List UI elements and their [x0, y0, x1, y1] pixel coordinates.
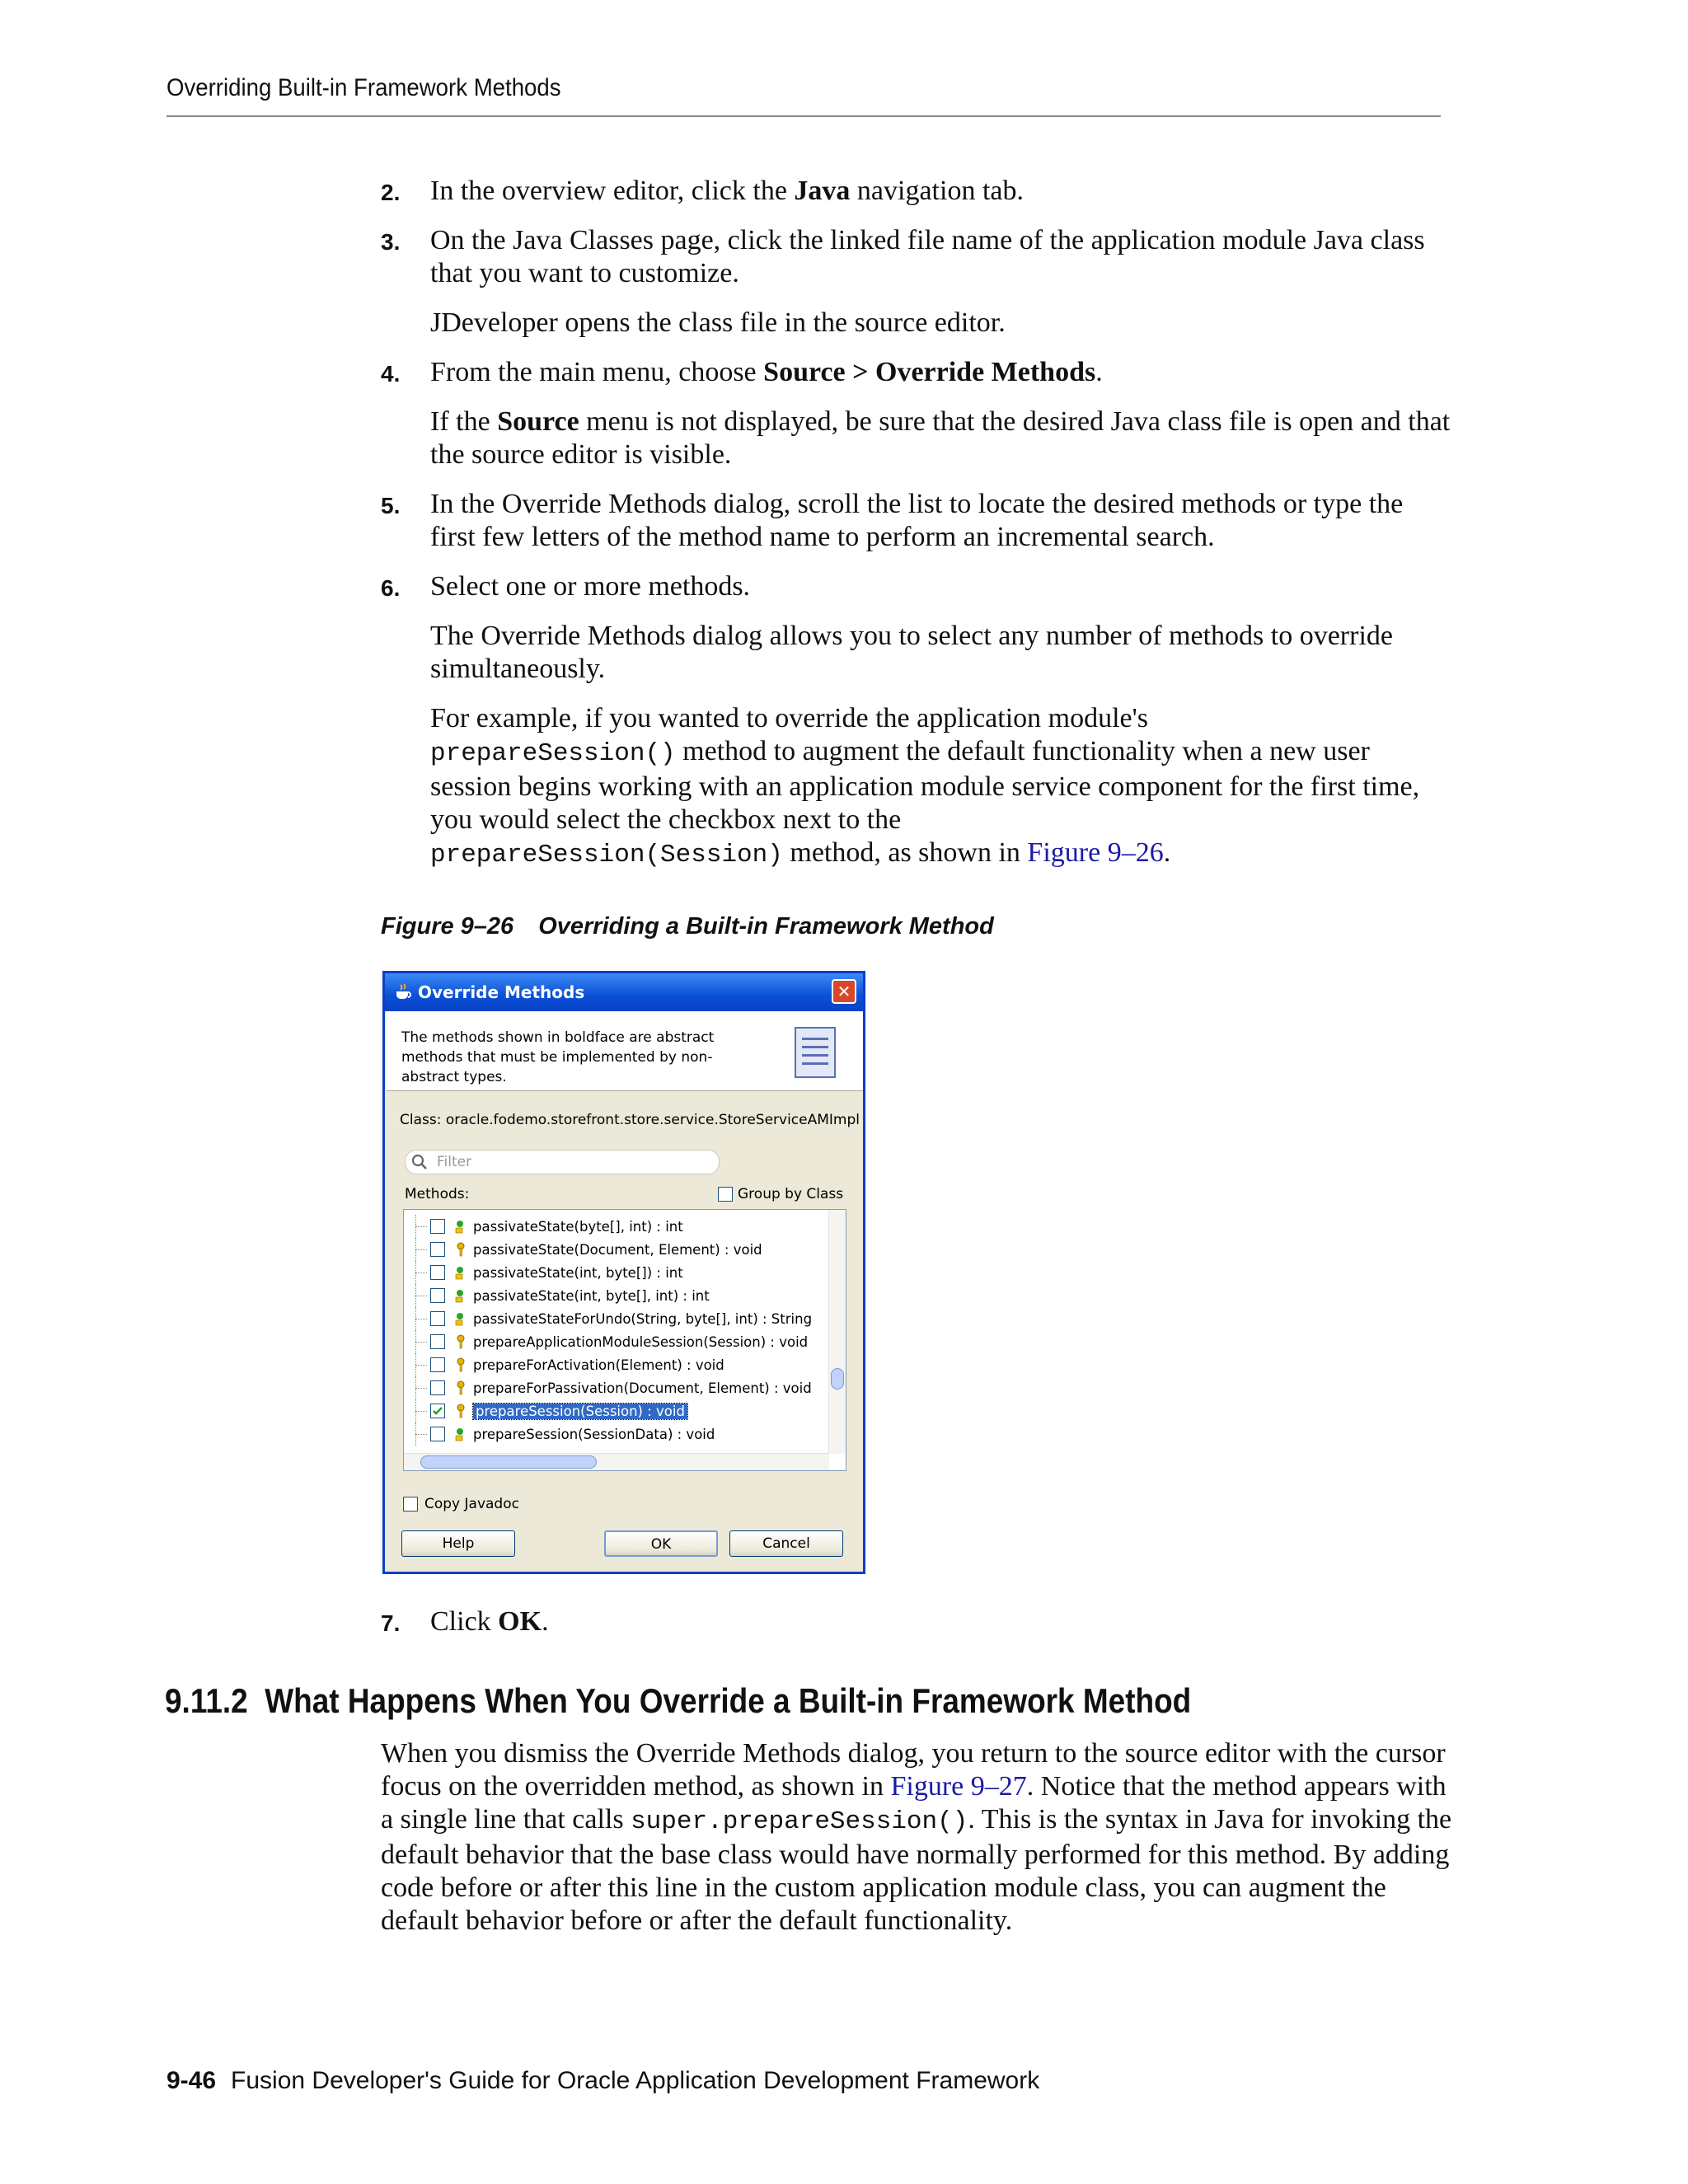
override-methods-dialog: [382, 971, 865, 1574]
method-row[interactable]: [404, 1261, 683, 1284]
step-4-text: From the main menu, choose Source > Override Methods.: [430, 357, 1103, 387]
search-icon: [410, 1153, 429, 1171]
group-by-class-checkbox[interactable]: [718, 1186, 843, 1202]
tree-connector: [404, 1238, 429, 1261]
method-checkbox[interactable]: [430, 1288, 445, 1303]
tree-connector: [404, 1422, 429, 1446]
method-row[interactable]: [404, 1238, 762, 1261]
method-label: prepareSession(SessionData) : void: [473, 1426, 715, 1442]
step-6-note: The Override Methods dialog allows you to select any number of methods to override simultaneously.: [430, 621, 1393, 684]
group-by-class-label: Group by Class: [738, 1186, 844, 1202]
tree-connector: [404, 1284, 429, 1307]
method-key-icon: [453, 1333, 468, 1350]
close-icon: ✕: [837, 982, 851, 1001]
step-2-text: In the overview editor, click the Java navigation tab.: [430, 176, 1024, 206]
tree-connector: [404, 1376, 429, 1399]
figure-9-27-link[interactable]: Figure 9–27: [890, 1771, 1027, 1802]
filter-placeholder: Filter: [437, 1154, 472, 1170]
method-label: passivateState(byte[], int) : int: [473, 1218, 683, 1235]
method-label: prepareForPassivation(Document, Element) : void: [473, 1380, 812, 1396]
check-icon: [431, 1404, 444, 1418]
method-checkbox[interactable]: [430, 1357, 445, 1372]
method-green-icon: [453, 1264, 468, 1281]
method-key-icon: [453, 1357, 468, 1373]
method-row[interactable]: [404, 1353, 724, 1376]
method-checkbox[interactable]: [430, 1311, 445, 1326]
method-row[interactable]: [404, 1307, 812, 1330]
method-label: passivateState(int, byte[], int) : int: [473, 1287, 710, 1304]
horizontal-scrollbar[interactable]: [404, 1453, 829, 1470]
method-checkbox[interactable]: [430, 1334, 445, 1349]
method-label: prepareApplicationModuleSession(Session) : void: [473, 1333, 809, 1350]
method-key-icon: [453, 1241, 468, 1258]
document-icon: [792, 1026, 838, 1079]
method-checkbox[interactable]: [430, 1404, 445, 1418]
tree-connector: [404, 1399, 429, 1422]
method-checkbox[interactable]: [430, 1242, 445, 1257]
copy-javadoc-label: Copy Javadoc: [424, 1496, 519, 1512]
section-heading: 9.11.2 What Happens When You Override a Built-in Framework Method: [165, 1681, 1192, 1720]
method-label: passivateStateForUndo(String, byte[], int) : String: [473, 1310, 813, 1327]
method-label: prepareForActivation(Element) : void: [473, 1357, 724, 1373]
method-checkbox[interactable]: [430, 1380, 445, 1395]
method-green-icon: [453, 1218, 468, 1235]
step-3-text: On the Java Classes page, click the linked file name of the application module Java class that you want to customize.: [430, 225, 1425, 288]
help-button[interactable]: Help: [401, 1530, 515, 1557]
step-number: 5.: [381, 493, 401, 518]
close-button[interactable]: [832, 979, 856, 1004]
cancel-button[interactable]: Cancel: [729, 1530, 843, 1557]
info-panel: [387, 1011, 863, 1091]
method-green-icon: [453, 1426, 468, 1442]
method-row[interactable]: [404, 1284, 710, 1307]
book-title: Fusion Developer's Guide for Oracle Application Development Framework: [231, 2067, 1040, 2094]
methods-label: Methods:: [405, 1186, 470, 1202]
step-number: 2.: [381, 180, 401, 205]
method-label: passivateState(int, byte[]) : int: [473, 1264, 683, 1281]
copy-javadoc-box[interactable]: [403, 1497, 418, 1511]
page-number: 9-46: [166, 2067, 217, 2094]
method-green-icon: [453, 1287, 468, 1304]
copy-javadoc-checkbox[interactable]: [403, 1496, 519, 1512]
dialog-titlebar[interactable]: [385, 973, 863, 1011]
method-label: passivateState(Document, Element) : void: [473, 1241, 762, 1258]
group-by-class-box[interactable]: [718, 1187, 733, 1202]
header-rule: [166, 115, 1441, 117]
ok-button[interactable]: OK: [604, 1530, 718, 1557]
step-5-text: In the Override Methods dialog, scroll the list to locate the desired methods or type the first few letters of the method name to perform an incremental search.: [430, 489, 1404, 552]
info-text: The methods shown in boldface are abstract methods that must be implemented by non-abstract types.: [401, 1029, 715, 1085]
method-row[interactable]: [404, 1376, 812, 1399]
step-4-note: If the Source menu is not displayed, be sure that the desired Java class file is open and that the source editor is visible.: [430, 406, 1451, 470]
method-key-icon: [453, 1403, 468, 1419]
method-row[interactable]: [404, 1330, 808, 1353]
step-7-text: Click OK.: [430, 1606, 549, 1637]
section-paragraph: When you dismiss the Override Methods dialog, you return to the source editor with the cursor focus on the overridden method, as shown in Figure 9–27. Notice that the method appears with a single line that calls super.prepareSession(). This is the syntax in Java for invoking the default behavior that the base class would have normally performed for this method. By adding code before or after this line in the custom application module class, you can augment the default behavior before or after the default functionality.: [381, 1738, 1452, 1936]
step-number: 7.: [381, 1610, 401, 1636]
dialog-title: Override Methods: [418, 982, 585, 1002]
method-key-icon: [453, 1380, 468, 1396]
method-checkbox[interactable]: [430, 1265, 445, 1280]
figure-caption: Figure 9–26 Overriding a Built-in Framework Method: [381, 913, 994, 940]
method-green-icon: [453, 1310, 468, 1327]
method-checkbox[interactable]: [430, 1219, 445, 1234]
tree-connector: [404, 1307, 429, 1330]
methods-list[interactable]: [403, 1209, 846, 1471]
tree-connector: [404, 1353, 429, 1376]
tree-connector: [404, 1330, 429, 1353]
page-footer: [166, 2067, 1039, 2095]
figure-9-26-link[interactable]: Figure 9–26: [1027, 837, 1164, 868]
step-number: 4.: [381, 361, 401, 387]
tree-connector: [404, 1261, 429, 1284]
scroll-thumb[interactable]: [831, 1368, 844, 1390]
running-header: Overriding Built-in Framework Methods: [166, 74, 561, 101]
method-checkbox[interactable]: [430, 1427, 445, 1441]
step-number: 6.: [381, 575, 401, 601]
vertical-scrollbar[interactable]: [828, 1210, 846, 1454]
step-6-text: Select one or more methods.: [430, 571, 751, 602]
step-6-example: For example, if you wanted to override the application module's prepareSession() method to augment the default functionality when a new user session begins working with an application module service component for the first time, you would select the checkbox next to the prepareSession(Session) method, as shown in Figure 9–26.: [430, 703, 1420, 869]
java-cup-icon: [393, 982, 413, 1001]
scroll-thumb[interactable]: [420, 1455, 597, 1469]
method-label: prepareSession(Session) : void: [473, 1404, 687, 1419]
method-row[interactable]: [404, 1422, 715, 1446]
method-row[interactable]: [404, 1399, 687, 1422]
step-3-note: JDeveloper opens the class file in the source editor.: [430, 307, 1006, 338]
filter-input[interactable]: [405, 1150, 720, 1174]
method-row[interactable]: [404, 1215, 683, 1238]
step-number: 3.: [381, 229, 401, 255]
tree-connector: [404, 1215, 429, 1238]
class-label: Class: oracle.fodemo.storefront.store.service.StoreServiceAMImpl: [400, 1112, 860, 1128]
